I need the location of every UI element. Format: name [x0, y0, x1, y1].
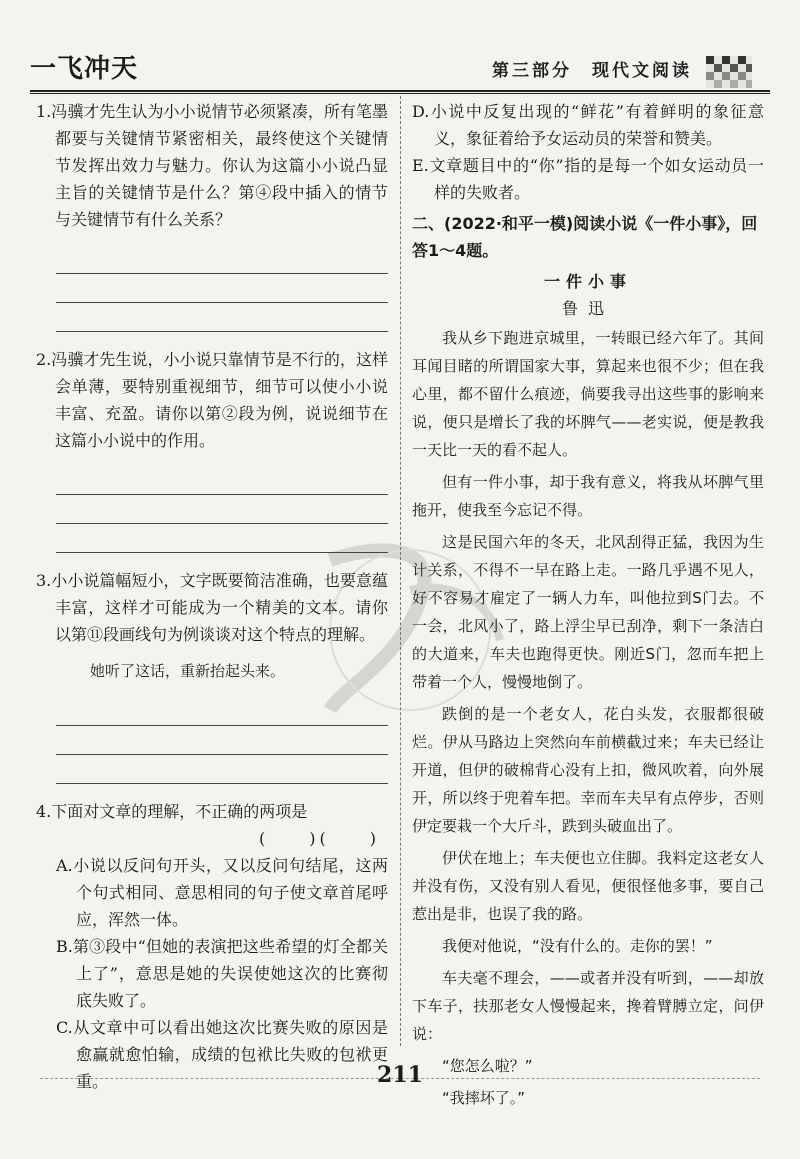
quoted-sentence: 她听了这话，重新抬起头来。	[90, 662, 286, 680]
option-e: E.文章题目中的“你”指的是每一个如女运动员一样的失败者。	[412, 156, 764, 202]
answer-line[interactable]	[56, 245, 388, 274]
story-paragraph: 我便对他说，“没有什么的。走你的罢！”	[442, 937, 713, 955]
section-2-heading: 二、(2022·和平一模)阅读小说《一件小事》，回答1～4题。	[412, 214, 758, 260]
header-rule	[30, 90, 770, 92]
section-title: 第三部分 现代文阅读	[492, 61, 692, 81]
question-4: 4.下面对文章的理解，不正确的两项是	[36, 802, 308, 821]
answer-line[interactable]	[56, 303, 388, 332]
answer-lines-q2	[56, 466, 388, 553]
story-paragraph: 这是民国六年的冬天，北风刮得正猛，我因为生计关系，不得不一早在路上走。一路几乎遇不见人，好不容易才雇定了一辆人力车，叫他拉到S门去。不一会，北风小了，路上浮尘早已刮净，剩下一条洁白的大道来，车夫也跑得更快。刚近S门，忽而车把上带着一个人，慢慢地倒了。	[412, 533, 764, 691]
answer-line[interactable]	[56, 755, 388, 784]
answer-blank[interactable]: ( )( )	[259, 829, 380, 848]
story-paragraph: “您怎么啦？”	[442, 1057, 533, 1075]
right-column	[412, 98, 764, 1116]
answer-line[interactable]	[56, 697, 388, 726]
answer-lines-q3	[56, 697, 388, 784]
answer-line[interactable]	[56, 495, 388, 524]
option-b: B.第③段中“但她的表演把这些希望的灯全都关上了”，意思是她的失误使她这次的比赛彻底失败了。	[56, 937, 388, 1010]
option-a: A.小说以反问句开头，又以反问句结尾，这两个句式相同、意思相同的句子使文章首尾呼应，浑然一体。	[56, 856, 388, 929]
brand-logo	[30, 48, 138, 85]
answer-line[interactable]	[56, 466, 388, 495]
answer-line[interactable]	[56, 274, 388, 303]
story-title: 一件小事	[543, 272, 632, 291]
story-paragraph: 跌倒的是一个老女人，花白头发，衣服都很破烂。伊从马路边上突然向车前横截过来；车夫已经让开道，但伊的破棉背心没有上扣，微风吹着，向外展开，所以终于兜着车把。幸而车夫早有点停步，否则伊定要栽一个大斤斗，跌到头破血出了。	[412, 705, 764, 835]
brand-text: 一飞冲天	[30, 54, 139, 84]
checker-pattern-icon	[706, 56, 752, 88]
story-paragraph: 伊伏在地上；车夫便也立住脚。我料定这老女人并没有伤，又没有别人看见，便很怪他多事，要自己惹出是非，也误了我的路。	[412, 849, 764, 923]
page-header	[0, 0, 800, 95]
question-2: 2.冯骥才先生说，小小说只靠情节是不行的，这样会单薄，要特别重视细节，细节可以使小小说丰富、充盈。请你以第②段为例，说说细节在这篇小小说中的作用。	[36, 350, 388, 450]
story-paragraph: 车夫毫不理会，——或者并没有听到，——却放下车子，扶那老女人慢慢起来，搀着臂膊立定，问伊说：	[412, 969, 764, 1043]
left-column	[36, 98, 388, 1095]
page-number: 211	[377, 1062, 423, 1088]
option-d: D.小说中反复出现的“鲜花”有着鲜明的象征意义，象征着给予女运动员的荣誉和赞美。	[412, 102, 764, 148]
story-body	[412, 324, 764, 1112]
header-rule-thin	[30, 93, 770, 94]
story-paragraph: 我从乡下跑进京城里，一转眼已经六年了。其间耳闻目睹的所谓国家大事，算起来也很不少；但在我心里，都不留什么痕迹，倘要我寻出这些事的影响来说，便只是增长了我的坏脾气——老实说，便是教我一天比一天的看不起人。	[412, 329, 764, 459]
question-1: 1.冯骥才先生认为小小说情节必须紧凑，所有笔墨都要与关键情节紧密相关，最终使这个关键情节发挥出效力与魅力。你认为这篇小小说凸显主旨的关键情节是什么？第④段中插入的情节与关键情节有什么关系？	[36, 102, 388, 229]
story-paragraph: 但有一件小事，却于我有意义，将我从坏脾气里拖开，使我至今忘记不得。	[412, 473, 764, 519]
option-c: C.从文章中可以看出她这次比赛失败的原因是愈赢就愈怕输，成绩的包袱比失败的包袱更重。	[56, 1018, 388, 1091]
question-3: 3.小小说篇幅短小，文字既要简洁准确，也要意蕴丰富，这样才可能成为一个精美的文本。请你以第⑪段画线句为例谈谈对这个特点的理解。	[36, 571, 388, 644]
answer-line[interactable]	[56, 524, 388, 553]
story-paragraph: “我摔坏了。”	[442, 1089, 526, 1107]
story-author: 鲁迅	[561, 299, 614, 318]
answer-line[interactable]	[56, 726, 388, 755]
answer-lines-q1	[56, 245, 388, 332]
